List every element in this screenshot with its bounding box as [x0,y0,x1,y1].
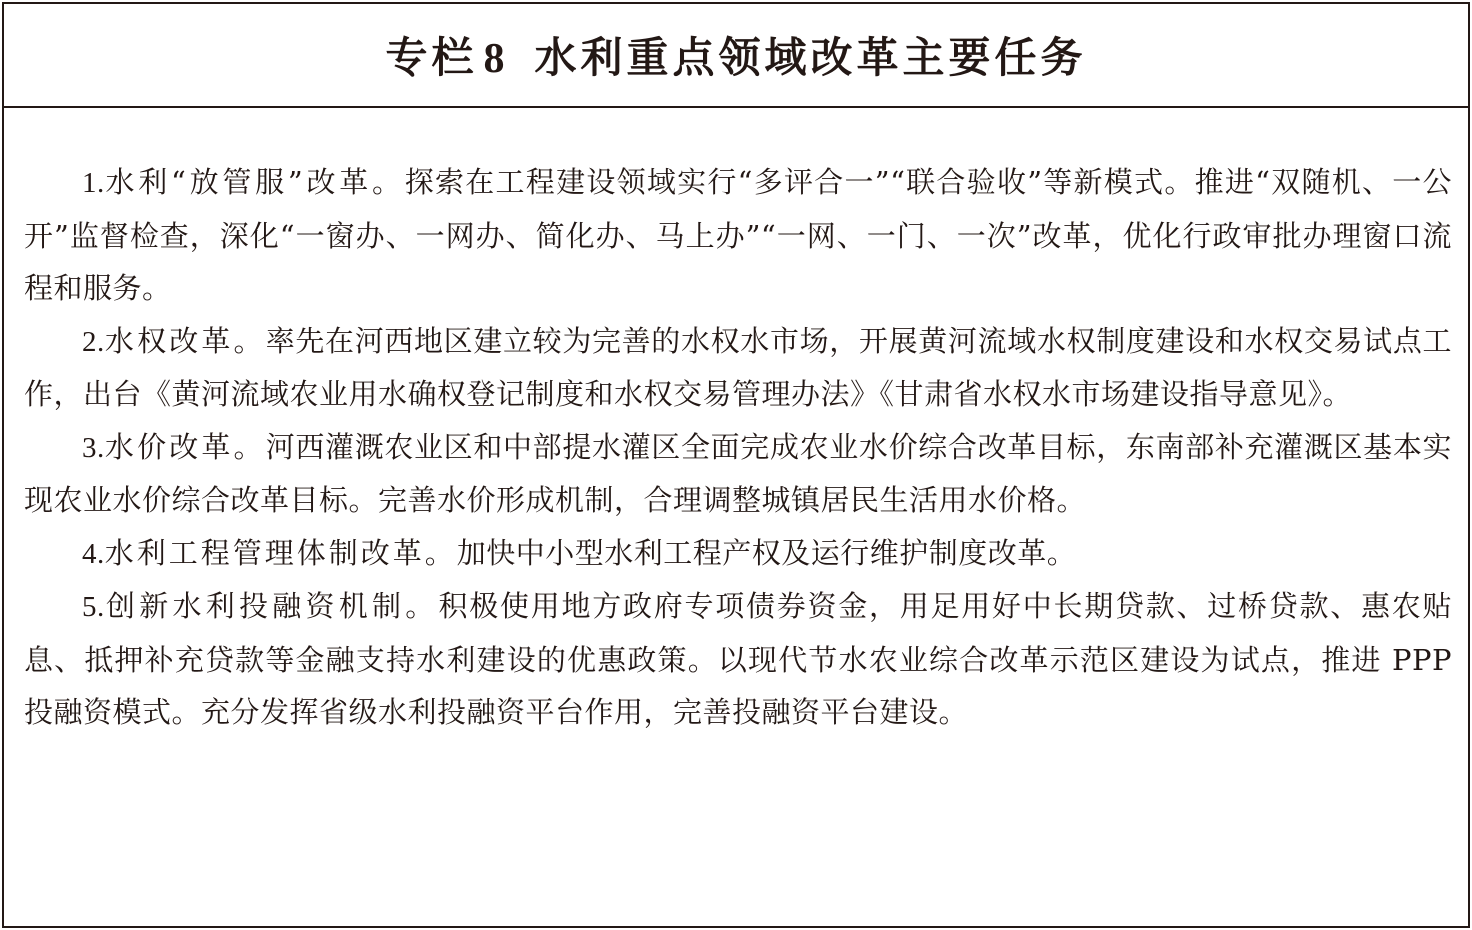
task-item-3 [24,421,1452,527]
column-title-prefix: 专栏 [385,33,478,82]
column-body [24,156,1452,739]
task-body: 加快中小型水利工程产权及运行维护制度改革。 [456,535,1077,570]
column-title-number: 8 [483,36,509,82]
task-number: 4. [82,537,105,570]
task-body: 积极使用地方政府专项债券资金，用足用好中长期贷款、过桥贷款、惠农贴息、抵押补充贷款等金融支持水利建设的优惠政策。以现代节水农业综合改革示范区建设为试点，推进 PPP 投融资模式。充分发挥省级水利投融资平台作用，完善投融资平台建设。 [24,589,1452,729]
task-item-5 [24,580,1452,739]
task-heading: 水权改革。 [104,323,266,358]
task-body: 探索在工程建设领域实行“多评合一”“联合验收”等新模式。推进“双随机、一公开”监督检查，深化“一窗办、一网办、简化办、马上办”“一网、一门、一次”改革，优化行政审批办理窗口流程和服务。 [24,165,1452,305]
task-number: 1. [82,167,105,199]
task-heading: 创新水利投融资机制。 [104,589,439,623]
task-heading: 水利“放管服”改革。 [104,165,405,199]
task-heading: 水利工程管理体制改革。 [104,535,457,570]
column-title [385,25,1086,85]
task-number: 2. [82,325,105,358]
task-heading: 水价改革。 [104,429,266,464]
task-item-2 [24,315,1452,421]
title-row [4,4,1468,108]
task-number: 5. [82,591,105,623]
task-body: 率先在河西地区建立较为完善的水权水市场，开展黄河流域水权制度建设和水权交易试点工作，出台《黄河流域农业用水确权登记制度和水权交易管理办法》《甘肃省水权水市场建设指导意见》。 [24,323,1452,411]
task-body: 河西灌溉农业区和中部提水灌区全面完成农业水价综合改革目标，东南部补充灌溉区基本实现农业水价综合改革目标。完善水价形成机制，合理调整城镇居民生活用水价格。 [24,429,1452,517]
column-title-text: 水利重点领域改革主要任务 [534,33,1087,82]
task-number: 3. [82,431,105,464]
column-box [2,2,1470,928]
task-item-4 [24,527,1452,581]
task-item-1 [24,156,1452,315]
